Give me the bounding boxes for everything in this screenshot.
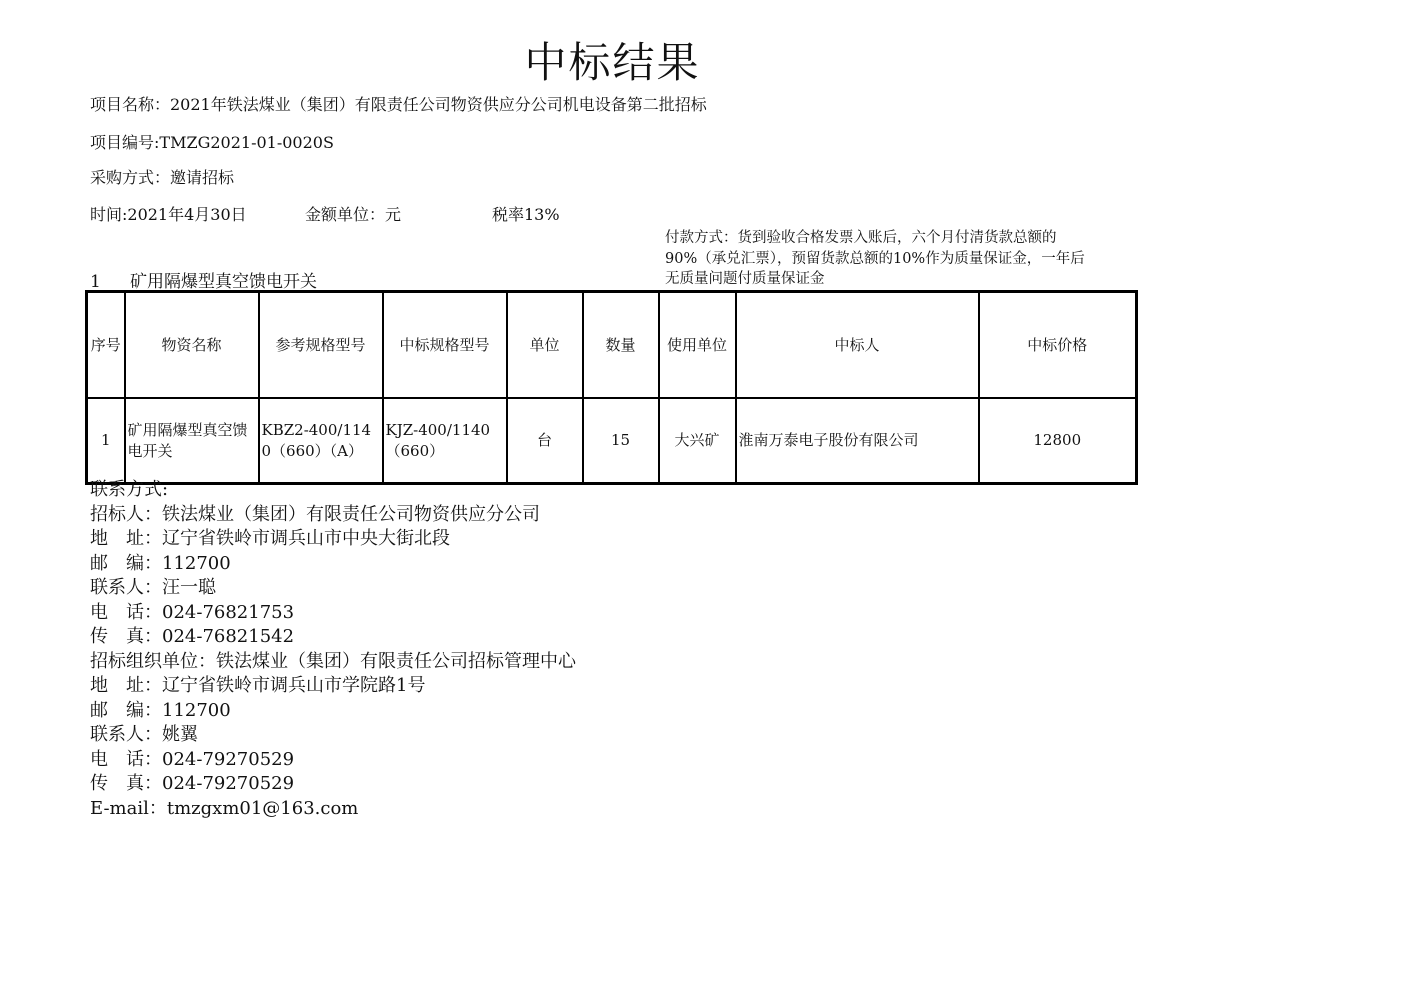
header-user: 使用单位: [659, 292, 736, 399]
cell-win-spec: KJZ-400/1140（660）: [383, 398, 507, 484]
currency-unit: 金额单位：元: [305, 205, 402, 224]
header-name: 物资名称: [125, 292, 259, 399]
cell-price: 12800: [979, 398, 1137, 484]
agency-phone: 电 话：024-79270529: [90, 748, 295, 770]
header-price: 中标价格: [979, 292, 1137, 399]
project-number: 项目编号:TMZG2021-01-0020S: [90, 133, 334, 152]
payment-terms: [665, 228, 1145, 290]
cell-winner: 淮南万泰电子股份有限公司: [736, 398, 979, 484]
header-winner: 中标人: [736, 292, 979, 399]
cell-no: 1: [87, 398, 125, 484]
payment-line: 90%（承兑汇票），预留货款总额的10%作为质量保证金，一年后: [665, 250, 1085, 267]
agency-address: 地 址：辽宁省铁岭市调兵山市学院路1号: [90, 675, 426, 696]
table-header-row: [87, 292, 1137, 399]
cell-qty: 15: [583, 398, 659, 484]
section-name: 矿用隔爆型真空馈电开关: [130, 272, 317, 292]
tenderer-contact: 联系人：汪一聪: [90, 577, 216, 598]
contact-heading: 联系方式:: [90, 479, 169, 500]
agency-contact: 联系人：姚翼: [90, 724, 198, 745]
page-title: 中标结果: [524, 38, 701, 87]
cell-user: 大兴矿: [659, 398, 736, 484]
date: 时间:2021年4月30日: [90, 205, 247, 224]
header-no: 序号: [87, 292, 125, 399]
agency-postcode: 邮 编：112700: [90, 699, 231, 721]
tenderer-phone: 电 话：024-76821753: [90, 601, 295, 623]
result-table: [85, 290, 1138, 485]
cell-name: 矿用隔爆型真空馈电开关: [125, 398, 259, 484]
payment-line: 付款方式：货到验收合格发票入账后，六个月付清货款总额的: [665, 230, 1057, 246]
header-qty: 数量: [583, 292, 659, 399]
agency-fax: 传 真：024-79270529: [90, 773, 295, 794]
tenderer-address: 地 址：辽宁省铁岭市调兵山市中央大街北段: [90, 528, 450, 549]
table-row: [87, 398, 1137, 484]
tenderer: 招标人：铁法煤业（集团）有限责任公司物资供应分公司: [90, 503, 540, 525]
tenderer-postcode: 邮 编：112700: [90, 552, 231, 574]
payment-line: 无质量问题付质量保证金: [665, 271, 825, 287]
header-ref-spec: 参考规格型号: [259, 292, 383, 399]
tenderer-fax: 传 真：024-76821542: [90, 626, 295, 647]
tax-rate: 税率13%: [492, 205, 560, 224]
agency-email: E-mail：tmzgxm01@163.com: [90, 797, 359, 819]
section-number: 1: [90, 272, 101, 292]
agency: 招标组织单位：铁法煤业（集团）有限责任公司招标管理中心: [90, 650, 576, 672]
cell-ref-spec: KBZ2-400/1140（660）（A）: [259, 398, 383, 484]
cell-unit: 台: [507, 398, 583, 484]
contact-info: [90, 478, 576, 821]
header-unit: 单位: [507, 292, 583, 399]
procurement-method: 采购方式：邀请招标: [90, 168, 235, 187]
header-win-spec: 中标规格型号: [383, 292, 507, 399]
project-name: 项目名称：2021年铁法煤业（集团）有限责任公司物资供应分公司机电设备第二批招标: [90, 95, 707, 114]
section-heading: [90, 267, 317, 292]
